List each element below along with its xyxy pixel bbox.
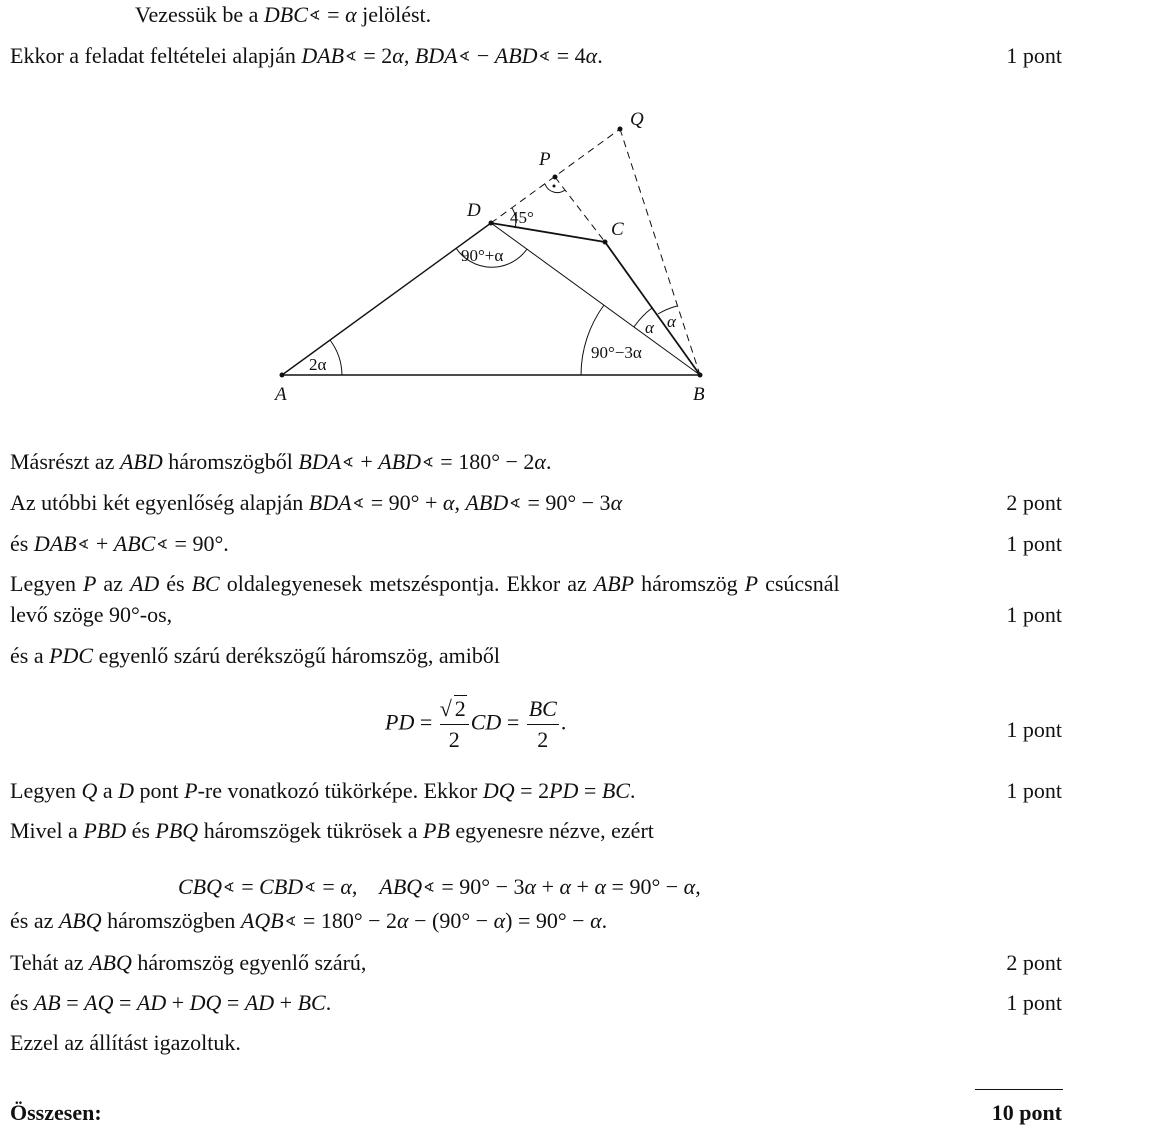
vertex-c	[603, 240, 608, 245]
vertex-d	[489, 221, 494, 226]
total-divider	[975, 1089, 1063, 1090]
label-d: D	[467, 200, 481, 221]
total-points: 10 pont	[991, 1100, 1062, 1125]
equation-pd: PD = √ $\frac{2}{2}$ CD = $\frac{BC}{2}$ .	[385, 694, 566, 755]
label-c: C	[611, 219, 624, 240]
label-b: B	[693, 384, 705, 405]
total-label: Összesen:	[10, 1100, 102, 1125]
geometry-figure	[265, 100, 725, 410]
points-label: 1 pont	[1006, 717, 1062, 742]
points-label: 2 pont	[1006, 490, 1062, 515]
dashed-line-qb	[620, 129, 700, 375]
label-p: P	[539, 149, 551, 170]
label-a: A	[275, 384, 287, 405]
points-label: 2 pont	[1006, 950, 1062, 975]
angle-label-d-top: 45°	[510, 208, 534, 227]
points-label: 1 pont	[1006, 43, 1062, 68]
arc-angle-a	[330, 340, 342, 375]
angle-label-d-bottom: 90°+α	[461, 246, 504, 265]
angle-label-b-inner: α	[645, 318, 654, 337]
equation-angles: CBQ∢ = CBD∢ = α, ABQ∢ = 90° − 3α + α + α = 90° − α,	[178, 874, 701, 899]
vertex-b	[698, 373, 703, 378]
side-ad	[282, 223, 491, 375]
side-dc	[491, 223, 605, 242]
points-label: 1 pont	[1006, 531, 1062, 556]
points-label: 1 pont	[1006, 778, 1062, 803]
angle-label-b-outer: α	[667, 312, 676, 331]
angle-label-a: 2α	[309, 355, 327, 374]
dashed-line-pc	[555, 177, 605, 242]
angle-label-b-main: 90°−3α	[591, 343, 642, 362]
vertex-p	[553, 175, 558, 180]
points-label: 1 pont	[1006, 602, 1062, 627]
right-angle-dot	[553, 185, 556, 188]
points-label: 1 pont	[1006, 990, 1062, 1015]
vertex-q	[618, 127, 623, 132]
arc-angle-b-main	[581, 305, 604, 375]
vertex-a	[280, 373, 285, 378]
label-q: Q	[630, 109, 644, 130]
